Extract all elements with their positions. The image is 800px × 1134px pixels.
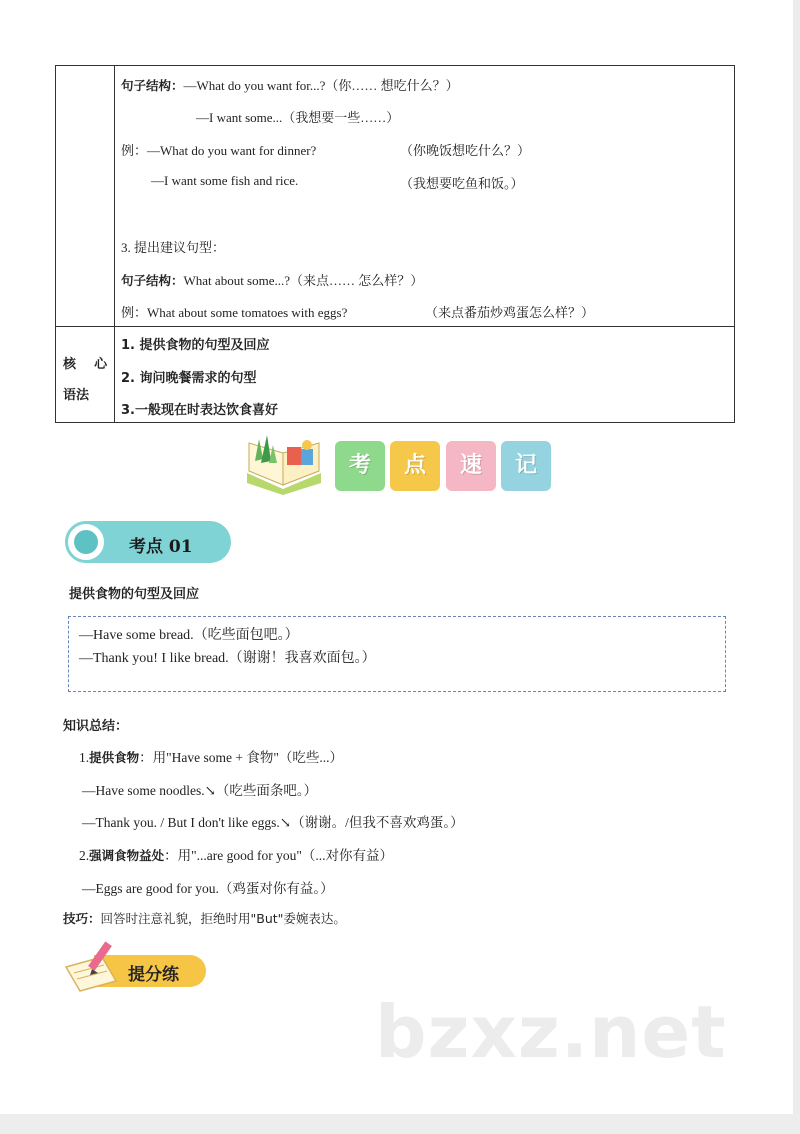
banner-tile-4 [501, 441, 551, 491]
grammar-item-1: 1. 提供食物的句型及回应 [121, 338, 270, 353]
summary-line-2: —Have some noodles.↘（吃些面条吧。） [82, 783, 318, 798]
example-line-1 [121, 140, 316, 159]
banner-tile-char: 考 [348, 453, 371, 478]
structure-line-2: —I want some...（我想要一些……） [196, 110, 400, 125]
example-line-3: 例：What about some tomatoes with eggs? [121, 305, 348, 320]
point-header [65, 521, 231, 563]
grammar-table [55, 65, 735, 423]
example-line-1-cn: （你晚饭想吃什么？） [400, 143, 531, 158]
structure-line-3 [121, 270, 423, 289]
tip-label: 技巧： [63, 911, 101, 926]
summary-line-3: —Thank you. / But I don't like eggs.↘（谢谢。/但我不喜欢鸡蛋。） [82, 815, 464, 830]
banner-tile-1 [335, 441, 385, 491]
structure-label: 句子结构： [121, 78, 184, 93]
summary-item-keyword: 提供食物 [89, 750, 140, 765]
example-box-line-1: —Have some bread.（吃些面包吧。） [79, 628, 299, 643]
structure-text: What about some...?（来点…… 怎么样？） [183, 273, 424, 288]
summary-title: 知识总结： [63, 719, 129, 734]
table-divider-horizontal [56, 326, 734, 327]
structure-text: —What do you want for...?（你…… 想吃什么？） [183, 78, 459, 93]
summary-item-number: 1. [79, 750, 90, 765]
table-divider-vertical [114, 66, 115, 422]
grammar-item-2: 2. 询问晚餐需求的句型 [121, 371, 257, 386]
tip-line [63, 909, 346, 927]
summary-item-keyword: 强调食物益处 [89, 848, 165, 863]
example-line-2-cn: （我想要吃鱼和饭。） [400, 176, 524, 191]
page-edge [793, 0, 800, 1134]
watermark: bzxz.net [375, 990, 727, 1074]
suggestion-heading: 3. 提出建议句型： [121, 240, 226, 255]
banner-tile-3 [446, 441, 496, 491]
practice-ribbon-label: 提分练 [128, 965, 179, 985]
structure-line-1 [121, 75, 459, 94]
banner-tile-2 [390, 441, 440, 491]
lamp-icon [65, 521, 107, 563]
example-box [68, 616, 726, 692]
page-footer-strip [0, 1114, 800, 1134]
core-label-bottom: 语法 [63, 388, 90, 403]
core-label-top: 核 心 [63, 357, 108, 372]
summary-item-1 [79, 746, 343, 766]
book-illustration-icon [243, 433, 325, 495]
example-box-line-2: —Thank you! I like bread.（谢谢！我喜欢面包。） [79, 651, 376, 666]
grammar-item-3: 3.一般现在时表达饮食喜好 [121, 403, 278, 418]
summary-item-2 [79, 844, 393, 864]
point-title: 提供食物的句型及回应 [69, 587, 200, 602]
summary-item-text: ：用"...are good for you"（...对你有益） [164, 848, 394, 863]
banner-tile-char: 速 [459, 453, 482, 478]
banner-tile-char: 记 [514, 453, 537, 478]
tip-text: 回答时注意礼貌，拒绝时用"But"委婉表达。 [100, 911, 346, 926]
notebook-pencil-icon [62, 937, 132, 997]
summary-line-5: —Eggs are good for you.（鸡蛋对你有益。） [82, 881, 334, 896]
summary-item-text: ：用"Have some + 食物"（吃些...） [139, 750, 344, 765]
structure-label: 句子结构： [121, 273, 184, 288]
example-line-3-cn: （来点番茄炒鸡蛋怎么样？） [425, 305, 595, 320]
point-label: 考点 01 [129, 537, 193, 557]
banner-tile-char: 点 [403, 453, 426, 478]
example-line-2: —I want some fish and rice. [151, 173, 299, 188]
summary-item-number: 2. [79, 848, 90, 863]
practice-ribbon [62, 937, 212, 997]
example-en: 例：—What do you want for dinner? [121, 143, 317, 158]
